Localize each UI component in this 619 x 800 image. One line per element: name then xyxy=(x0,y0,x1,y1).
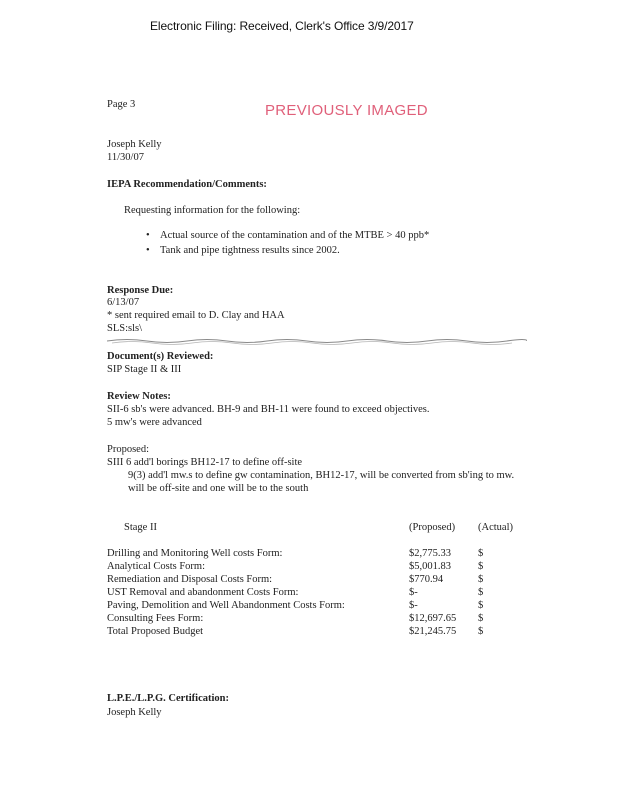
iepa-heading: IEPA Recommendation/Comments: xyxy=(107,179,267,190)
budget-row-actual: $ xyxy=(478,561,484,572)
budget-row-actual: $ xyxy=(478,600,484,611)
actual-column-header: (Actual) xyxy=(478,522,513,533)
review-notes-line: SII-6 sb's were advanced. BH-9 and BH-11 were found to exceed objectives. xyxy=(107,404,430,415)
page-number: Page 3 xyxy=(107,99,136,110)
budget-row-proposed: $21,245.75 xyxy=(409,626,457,637)
review-notes-line: 5 mw's were advanced xyxy=(107,417,202,428)
budget-row-actual: $ xyxy=(478,548,484,559)
response-initials: SLS:sls\ xyxy=(107,323,143,334)
budget-row xyxy=(107,547,527,560)
response-due-date: 6/13/07 xyxy=(107,297,140,308)
budget-row-label: Paving, Demolition and Well Abandonment Costs Form: xyxy=(107,600,345,611)
certification-heading: L.P.E./L.P.G. Certification: xyxy=(107,693,230,704)
budget-row xyxy=(107,599,527,612)
documents-reviewed-text: SIP Stage II & III xyxy=(107,364,182,375)
budget-row-label: Total Proposed Budget xyxy=(107,626,204,637)
budget-row xyxy=(107,612,527,625)
iepa-bullet-text: Tank and pipe tightness results since 2002. xyxy=(160,245,340,256)
electronic-filing-stamp: Electronic Filing: Received, Clerk's Office 3/9/2017 xyxy=(150,19,414,33)
previously-imaged-stamp: PREVIOUSLY IMAGED xyxy=(265,102,428,119)
budget-row-label: Consulting Fees Form: xyxy=(107,613,204,624)
budget-row-proposed: $- xyxy=(409,587,418,598)
budget-row-proposed: $770.94 xyxy=(409,574,444,585)
budget-row-label: Remediation and Disposal Costs Form: xyxy=(107,574,273,585)
recipient-name: Joseph Kelly xyxy=(107,139,162,150)
proposed-heading: Proposed: xyxy=(107,444,149,455)
iepa-intro: Requesting information for the following: xyxy=(124,205,301,216)
review-notes-heading: Review Notes: xyxy=(107,391,171,402)
budget-row-label: UST Removal and abandonment Costs Form: xyxy=(107,587,299,598)
budget-row-actual: $ xyxy=(478,613,484,624)
documents-reviewed-heading: Document(s) Reviewed: xyxy=(107,351,214,362)
budget-row-actual: $ xyxy=(478,626,484,637)
proposed-line: will be off-site and one will be to the south xyxy=(128,483,309,494)
response-note: * sent required email to D. Clay and HAA xyxy=(107,310,285,321)
budget-total-row xyxy=(107,625,527,638)
iepa-bullet-item xyxy=(146,244,340,257)
scribble-divider xyxy=(107,337,527,345)
budget-row xyxy=(107,586,527,599)
budget-row-actual: $ xyxy=(478,587,484,598)
proposed-line: SIII 6 add'l borings BH12-17 to define off-site xyxy=(107,457,303,468)
budget-row xyxy=(107,560,527,573)
proposed-line: 9(3) add'l mw.s to define gw contamination, BH12-17, will be converted from sb'ing to mw. xyxy=(128,470,515,481)
iepa-bullet-text: Actual source of the contamination and of the MTBE > 40 ppb* xyxy=(160,230,430,241)
bullet-icon: • xyxy=(146,230,150,241)
budget-row xyxy=(107,573,527,586)
budget-header-row xyxy=(107,521,527,534)
stage-label: Stage II xyxy=(124,522,157,533)
budget-row-actual: $ xyxy=(478,574,484,585)
bullet-icon: • xyxy=(146,245,150,256)
budget-row-label: Analytical Costs Form: xyxy=(107,561,205,572)
budget-row-proposed: $12,697.65 xyxy=(409,613,457,624)
proposed-column-header: (Proposed) xyxy=(409,522,456,533)
budget-row-proposed: $5,001.83 xyxy=(409,561,451,572)
iepa-bullet-item xyxy=(146,229,430,242)
budget-row-proposed: $- xyxy=(409,600,418,611)
budget-row-label: Drilling and Monitoring Well costs Form: xyxy=(107,548,283,559)
budget-row-proposed: $2,775.33 xyxy=(409,548,451,559)
recipient-date: 11/30/07 xyxy=(107,152,144,163)
certification-name: Joseph Kelly xyxy=(107,707,162,718)
response-due-heading: Response Due: xyxy=(107,285,174,296)
